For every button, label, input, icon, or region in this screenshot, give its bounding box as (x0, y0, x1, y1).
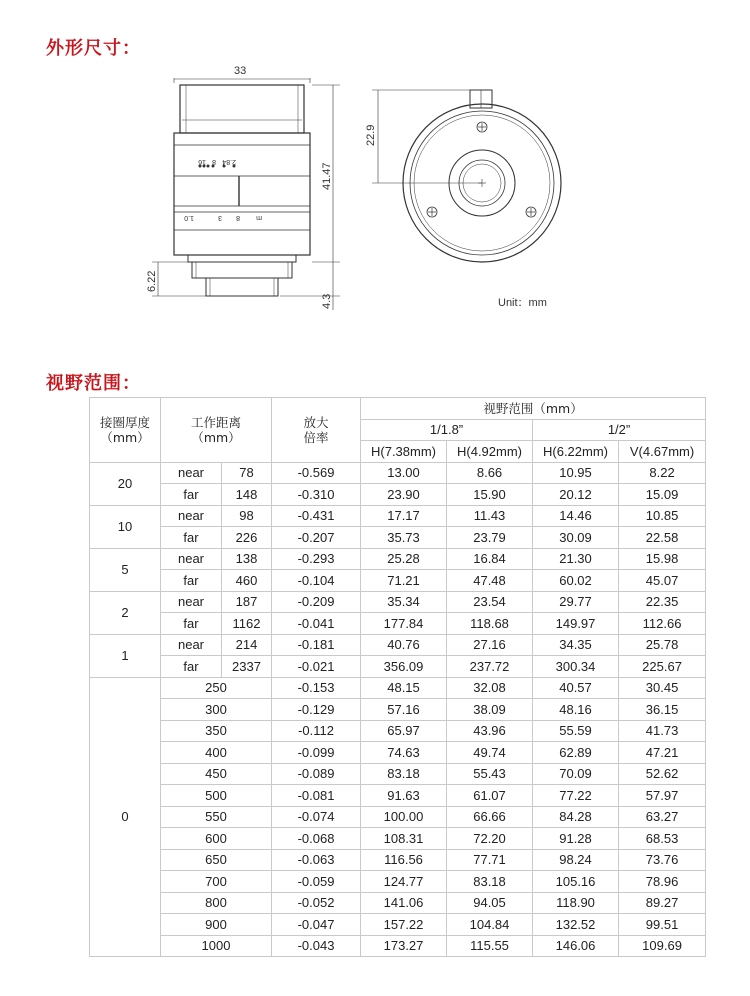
lens-side-view (152, 78, 340, 310)
lens-front-view (372, 90, 561, 262)
table-row (90, 634, 706, 656)
table-row (90, 677, 706, 699)
header-sensor-a: 1/1.8” (361, 419, 533, 441)
fov-value-cell: 118.90 (533, 892, 619, 914)
distance-cell: 148 (222, 484, 272, 506)
distance-cell: 98 (222, 505, 272, 527)
fov-value-cell: 73.76 (619, 849, 706, 871)
field-of-view-table (89, 397, 706, 957)
fov-value-cell: 35.73 (361, 527, 447, 549)
spacer-cell: 0 (90, 677, 161, 957)
fov-value-cell: 57.16 (361, 699, 447, 721)
magnification-cell: -0.052 (272, 892, 361, 914)
fov-value-cell: 21.30 (533, 548, 619, 570)
focus-scale-mark: 2.8 (226, 158, 236, 165)
fov-value-cell: 65.97 (361, 720, 447, 742)
fov-value-cell: 10.95 (533, 462, 619, 484)
magnification-cell: -0.068 (272, 828, 361, 850)
fov-value-cell: 62.89 (533, 742, 619, 764)
distance-cell: 400 (161, 742, 272, 764)
fov-value-cell: 61.07 (447, 785, 533, 807)
header-col: V(4.67mm) (619, 441, 706, 463)
magnification-cell: -0.293 (272, 548, 361, 570)
fov-value-cell: 116.56 (361, 849, 447, 871)
fov-value-cell: 32.08 (447, 677, 533, 699)
distance-label-cell: far (161, 656, 222, 678)
table-body (90, 462, 706, 957)
magnification-cell: -0.104 (272, 570, 361, 592)
fov-value-cell: 23.54 (447, 591, 533, 613)
distance-cell: 460 (222, 570, 272, 592)
fov-value-cell: 132.52 (533, 914, 619, 936)
fov-value-cell: 146.06 (533, 935, 619, 957)
distance-cell: 500 (161, 785, 272, 807)
table-row (90, 914, 706, 936)
fov-value-cell: 99.51 (619, 914, 706, 936)
fov-value-cell: 17.17 (361, 505, 447, 527)
fov-value-cell: 11.43 (447, 505, 533, 527)
table-row (90, 484, 706, 506)
header-col: H(7.38mm) (361, 441, 447, 463)
fov-value-cell: 63.27 (619, 806, 706, 828)
fov-value-cell: 41.73 (619, 720, 706, 742)
fov-value-cell: 22.58 (619, 527, 706, 549)
fov-value-cell: 356.09 (361, 656, 447, 678)
magnification-cell: -0.209 (272, 591, 361, 613)
table-row (90, 892, 706, 914)
fov-value-cell: 55.59 (533, 720, 619, 742)
table-row (90, 656, 706, 678)
table-row (90, 720, 706, 742)
magnification-cell: -0.153 (272, 677, 361, 699)
fov-value-cell: 115.55 (447, 935, 533, 957)
spacer-cell: 1 (90, 634, 161, 677)
fov-value-cell: 47.21 (619, 742, 706, 764)
lens-dimension-drawing (0, 55, 750, 325)
dimensions-title: 外形尺寸： (46, 38, 141, 59)
fov-value-cell: 118.68 (447, 613, 533, 635)
distance-cell: 187 (222, 591, 272, 613)
fov-value-cell: 112.66 (619, 613, 706, 635)
fov-value-cell: 89.27 (619, 892, 706, 914)
fov-value-cell: 173.27 (361, 935, 447, 957)
magnification-cell: -0.129 (272, 699, 361, 721)
focus-scale-mark: 16 (198, 158, 206, 165)
header-col: H(4.92mm) (447, 441, 533, 463)
fov-value-cell: 71.21 (361, 570, 447, 592)
unit-label: Unit：mm (498, 297, 547, 309)
fov-value-cell: 29.77 (533, 591, 619, 613)
table-row (90, 763, 706, 785)
spacer-cell: 2 (90, 591, 161, 634)
table-row (90, 462, 706, 484)
distance-cell: 1162 (222, 613, 272, 635)
fov-value-cell: 141.06 (361, 892, 447, 914)
fov-value-cell: 105.16 (533, 871, 619, 893)
fov-value-cell: 43.96 (447, 720, 533, 742)
magnification-cell: -0.074 (272, 806, 361, 828)
table-row (90, 785, 706, 807)
table-row (90, 806, 706, 828)
fov-value-cell: 98.24 (533, 849, 619, 871)
fov-value-cell: 74.63 (361, 742, 447, 764)
table-row (90, 570, 706, 592)
distance-cell: 2337 (222, 656, 272, 678)
fov-value-cell: 55.43 (447, 763, 533, 785)
table-row (90, 548, 706, 570)
fov-value-cell: 48.15 (361, 677, 447, 699)
fov-value-cell: 45.07 (619, 570, 706, 592)
magnification-cell: -0.059 (272, 871, 361, 893)
fov-value-cell: 91.63 (361, 785, 447, 807)
fov-title: 视野范围： (46, 373, 141, 394)
spacer-cell: 5 (90, 548, 161, 591)
fov-value-cell: 27.16 (447, 634, 533, 656)
focus-scale (198, 158, 236, 165)
dim-mount-label: 6.22 (146, 270, 158, 292)
distance-cell: 214 (222, 634, 272, 656)
fov-value-cell: 25.78 (619, 634, 706, 656)
fov-value-cell: 15.09 (619, 484, 706, 506)
fov-value-cell: 300.34 (533, 656, 619, 678)
fov-value-cell: 157.22 (361, 914, 447, 936)
focus-scale-mark: 4 (222, 158, 226, 165)
table-row (90, 699, 706, 721)
fov-value-cell: 16.84 (447, 548, 533, 570)
fov-value-cell: 57.97 (619, 785, 706, 807)
table-row (90, 935, 706, 957)
fov-value-cell: 68.53 (619, 828, 706, 850)
header-fov: 视野范围（mm） (361, 398, 706, 420)
distance-scale (184, 214, 262, 221)
magnification-cell: -0.431 (272, 505, 361, 527)
distance-cell: 78 (222, 462, 272, 484)
fov-value-cell: 52.62 (619, 763, 706, 785)
magnification-cell: -0.047 (272, 914, 361, 936)
fov-value-cell: 66.66 (447, 806, 533, 828)
fov-value-cell: 40.76 (361, 634, 447, 656)
distance-cell: 550 (161, 806, 272, 828)
fov-value-cell: 34.35 (533, 634, 619, 656)
fov-value-cell: 10.85 (619, 505, 706, 527)
distance-cell: 800 (161, 892, 272, 914)
fov-value-cell: 14.46 (533, 505, 619, 527)
magnification-cell: -0.063 (272, 849, 361, 871)
distance-scale-mark: 3 (218, 214, 222, 221)
fov-value-cell: 149.97 (533, 613, 619, 635)
fov-value-cell: 108.31 (361, 828, 447, 850)
fov-value-cell: 36.15 (619, 699, 706, 721)
distance-cell: 300 (161, 699, 272, 721)
distance-label-cell: near (161, 505, 222, 527)
table-row (90, 742, 706, 764)
table-row (90, 505, 706, 527)
fov-value-cell: 91.28 (533, 828, 619, 850)
fov-value-cell: 109.69 (619, 935, 706, 957)
distance-label-cell: far (161, 527, 222, 549)
header-sensor-b: 1/2” (533, 419, 706, 441)
fov-value-cell: 237.72 (447, 656, 533, 678)
distance-label-cell: far (161, 613, 222, 635)
distance-cell: 138 (222, 548, 272, 570)
magnification-cell: -0.081 (272, 785, 361, 807)
fov-value-cell: 23.90 (361, 484, 447, 506)
distance-label-cell: far (161, 484, 222, 506)
distance-cell: 350 (161, 720, 272, 742)
fov-value-cell: 124.77 (361, 871, 447, 893)
fov-value-cell: 104.84 (447, 914, 533, 936)
fov-value-cell: 35.34 (361, 591, 447, 613)
fov-value-cell: 25.28 (361, 548, 447, 570)
magnification-cell: -0.310 (272, 484, 361, 506)
magnification-cell: -0.207 (272, 527, 361, 549)
fov-value-cell: 48.16 (533, 699, 619, 721)
distance-label-cell: far (161, 570, 222, 592)
dim-width-label: 33 (234, 65, 247, 77)
distance-cell: 226 (222, 527, 272, 549)
distance-cell: 450 (161, 763, 272, 785)
fov-value-cell: 60.02 (533, 570, 619, 592)
spacer-cell: 10 (90, 505, 161, 548)
fov-value-cell: 30.09 (533, 527, 619, 549)
fov-value-cell: 78.96 (619, 871, 706, 893)
fov-value-cell: 40.57 (533, 677, 619, 699)
fov-value-cell: 84.28 (533, 806, 619, 828)
fov-value-cell: 20.12 (533, 484, 619, 506)
fov-value-cell: 30.45 (619, 677, 706, 699)
fov-value-cell: 49.74 (447, 742, 533, 764)
focus-scale-mark: 8 (212, 158, 216, 165)
fov-value-cell: 22.35 (619, 591, 706, 613)
fov-value-cell: 83.18 (361, 763, 447, 785)
fov-value-cell: 94.05 (447, 892, 533, 914)
header-col: H(6.22mm) (533, 441, 619, 463)
fov-value-cell: 77.71 (447, 849, 533, 871)
magnification-cell: -0.043 (272, 935, 361, 957)
fov-value-cell: 70.09 (533, 763, 619, 785)
fov-value-cell: 47.48 (447, 570, 533, 592)
fov-value-cell: 83.18 (447, 871, 533, 893)
header-spacer: 接圈厚度 （mm） (90, 398, 161, 463)
distance-cell: 700 (161, 871, 272, 893)
distance-cell: 900 (161, 914, 272, 936)
fov-value-cell: 177.84 (361, 613, 447, 635)
distance-scale-mark: m (256, 214, 262, 221)
distance-cell: 650 (161, 849, 272, 871)
magnification-cell: -0.021 (272, 656, 361, 678)
magnification-cell: -0.089 (272, 763, 361, 785)
magnification-cell: -0.181 (272, 634, 361, 656)
magnification-cell: -0.569 (272, 462, 361, 484)
fov-value-cell: 77.22 (533, 785, 619, 807)
table-row (90, 849, 706, 871)
magnification-cell: -0.099 (272, 742, 361, 764)
distance-scale-mark: 8 (236, 214, 240, 221)
fov-value-cell: 72.20 (447, 828, 533, 850)
distance-scale-mark: 1.0 (184, 214, 194, 221)
distance-label-cell: near (161, 462, 222, 484)
table-row (90, 591, 706, 613)
fov-value-cell: 38.09 (447, 699, 533, 721)
fov-value-cell: 23.79 (447, 527, 533, 549)
fov-value-cell: 100.00 (361, 806, 447, 828)
distance-cell: 600 (161, 828, 272, 850)
table-row (90, 613, 706, 635)
fov-value-cell: 8.66 (447, 462, 533, 484)
fov-value-cell: 13.00 (361, 462, 447, 484)
dim-back-label: 4.3 (321, 293, 333, 309)
table-row (90, 871, 706, 893)
distance-label-cell: near (161, 591, 222, 613)
header-magnification: 放大 倍率 (272, 398, 361, 463)
fov-value-cell: 8.22 (619, 462, 706, 484)
magnification-cell: -0.041 (272, 613, 361, 635)
dim-length-label: 41.47 (321, 162, 333, 190)
fov-value-cell: 15.90 (447, 484, 533, 506)
fov-value-cell: 15.98 (619, 548, 706, 570)
fov-value-cell: 225.67 (619, 656, 706, 678)
table-row (90, 828, 706, 850)
distance-cell: 250 (161, 677, 272, 699)
magnification-cell: -0.112 (272, 720, 361, 742)
distance-label-cell: near (161, 548, 222, 570)
dim-front-height-label: 22.9 (365, 124, 377, 146)
table-row (90, 527, 706, 549)
distance-cell: 1000 (161, 935, 272, 957)
header-distance: 工作距离 （mm） (161, 398, 272, 463)
distance-label-cell: near (161, 634, 222, 656)
spacer-cell: 20 (90, 462, 161, 505)
